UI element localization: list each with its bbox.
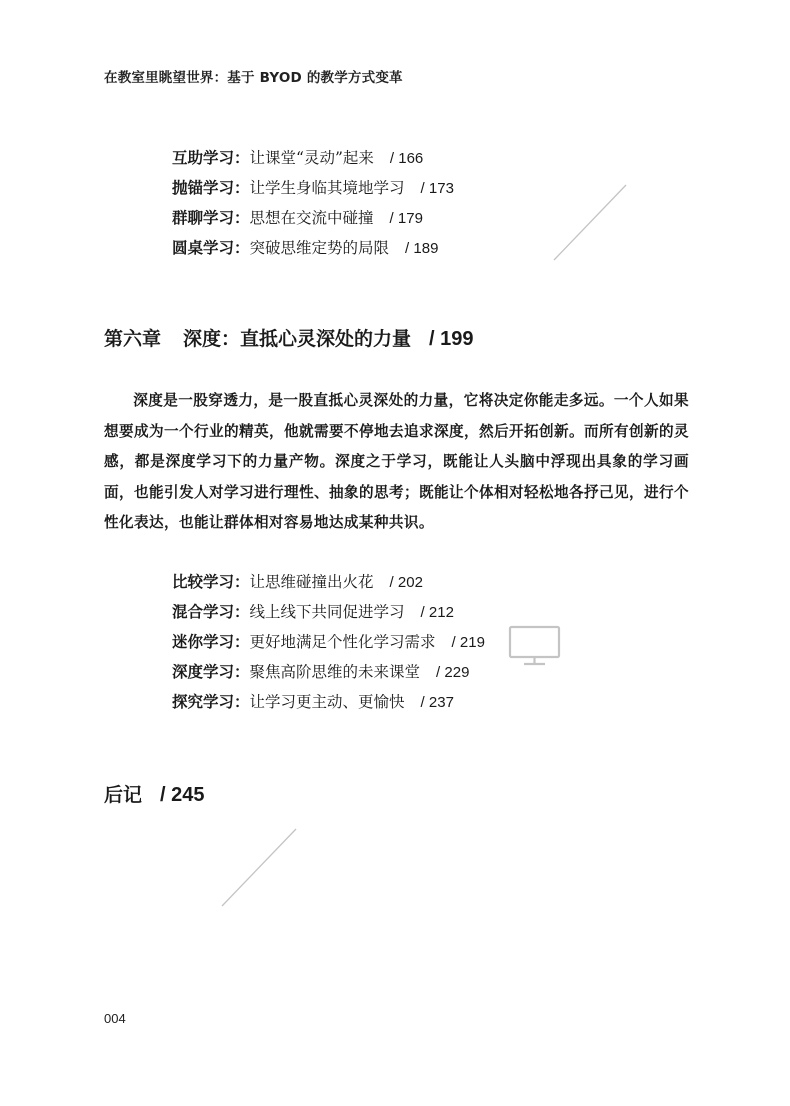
toc-entry-page: / 189 (405, 240, 439, 257)
toc-entry-topic: 混合学习 (172, 602, 235, 621)
toc-entry-separator: ： (234, 692, 250, 711)
page-number: 004 (104, 1011, 126, 1026)
toc-entry[interactable] (172, 143, 454, 173)
toc-entry-separator: ： (234, 238, 250, 257)
toc-list-1 (172, 143, 454, 263)
toc-entry-page: / 173 (420, 180, 454, 197)
toc-entry[interactable] (172, 597, 485, 627)
toc-entry-description: 聚焦高阶思维的未来课堂 (249, 663, 421, 681)
toc-entry-page: / 229 (436, 664, 470, 681)
toc-entry[interactable] (172, 657, 485, 687)
toc-entry[interactable] (172, 173, 454, 203)
afterword-title: 后记 (104, 784, 143, 806)
toc-entry-page: / 237 (420, 694, 454, 711)
chapter-title: 深度：直抵心灵深处的力量 (183, 328, 412, 350)
toc-entry-topic: 迷你学习 (172, 632, 235, 651)
toc-entry-separator: ： (234, 632, 250, 651)
toc-entry[interactable] (172, 687, 485, 717)
toc-entry-description: 思想在交流中碰撞 (249, 209, 374, 227)
toc-entry-description: 让学习更主动、更愉快 (249, 693, 405, 711)
afterword-page: / 245 (160, 784, 205, 806)
toc-entry-topic: 群聊学习 (172, 208, 235, 227)
chapter-heading[interactable] (104, 324, 474, 351)
toc-entry-separator: ： (234, 208, 250, 227)
chapter-intro-paragraph: 深度是一股穿透力，是一股直抵心灵深处的力量，它将决定你能走多远。一个人如果想要成为一个行业的精英，他就需要不停地去追求深度，然后开拓创新。而所有创新的灵感，都是深度学习下的力量产物。深度之于学习，既能让人头脑中浮现出具象的学习画面，也能引发人对学习进行理性、抽象的思考；既能让个体相对轻松地各抒己见，进行个性化表达，也能让群体相对容易地达成某种共识。 (104, 392, 689, 531)
toc-entry-separator: ： (234, 178, 250, 197)
toc-entry-page: / 179 (389, 210, 423, 227)
toc-entry-page: / 212 (420, 604, 454, 621)
toc-entry-description: 让课堂“灵动”起来 (249, 149, 374, 167)
toc-entry[interactable] (172, 567, 485, 597)
toc-entry-topic: 深度学习 (172, 662, 235, 681)
toc-entry-description: 让思维碰撞出火花 (249, 573, 374, 591)
toc-entry-separator: ： (234, 148, 250, 167)
toc-entry-page: / 202 (389, 574, 423, 591)
toc-entry-topic: 比较学习 (172, 572, 235, 591)
diagonal-line-icon (550, 182, 630, 264)
running-header: 在教室里眺望世界：基于 BYOD 的教学方式变革 (104, 70, 403, 86)
toc-entry-separator: ： (234, 602, 250, 621)
toc-entry-topic: 探究学习 (172, 692, 235, 711)
toc-entry-page: / 166 (389, 150, 424, 167)
toc-entry-separator: ： (234, 572, 250, 591)
toc-entry-separator: ： (234, 662, 250, 681)
toc-entry-description: 线上线下共同促进学习 (249, 603, 405, 621)
monitor-icon (506, 622, 564, 670)
toc-entry[interactable] (172, 233, 454, 263)
toc-list-2 (172, 567, 485, 717)
toc-entry[interactable] (172, 627, 485, 657)
chapter-label: 第六章 (104, 328, 162, 350)
toc-entry-topic: 抛锚学习 (172, 178, 235, 197)
chapter-page: / 199 (429, 328, 474, 350)
toc-entry-description: 让学生身临其境地学习 (249, 179, 405, 197)
toc-entry-topic: 圆桌学习 (172, 238, 235, 257)
toc-entry[interactable] (172, 203, 454, 233)
toc-entry-description: 突破思维定势的局限 (249, 239, 390, 257)
diagonal-line-icon (218, 826, 300, 910)
afterword-heading[interactable] (104, 780, 205, 807)
toc-entry-topic: 互助学习 (172, 148, 235, 167)
toc-entry-description: 更好地满足个性化学习需求 (249, 633, 436, 651)
toc-entry-page: / 219 (451, 634, 485, 651)
